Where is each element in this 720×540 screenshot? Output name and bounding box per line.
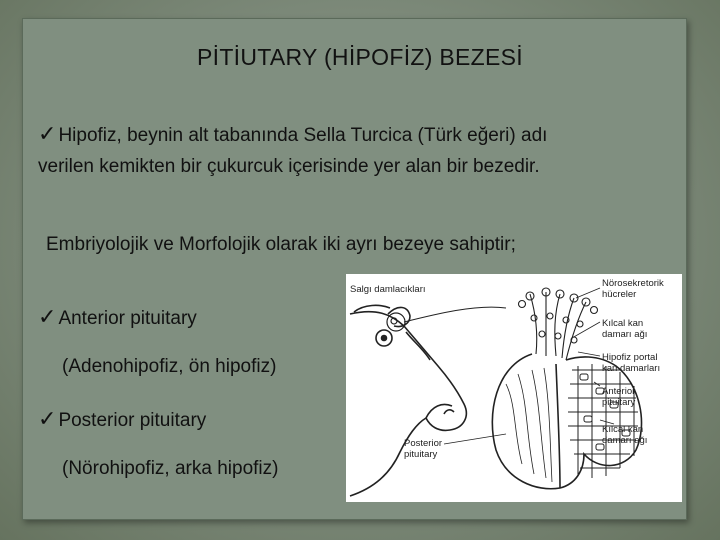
brain-marker [387,313,405,331]
bullet-anterior [38,304,197,330]
posterior-texture [506,368,552,482]
label-capillary-2-line1: Kılcal kan [602,424,644,435]
subheading: Embriyolojik ve Morfolojik olarak iki ayrı bezeye sahiptir; [46,234,516,255]
label-secretory-droplets: Salgı damlacıkları [350,284,426,295]
bullet-posterior-detail: (Nörohipofiz, arka hipofiz) [62,458,279,479]
label-neurosecretory-line1: Nörosekretorik [602,278,664,289]
slide-title: PİTİUTARY (HİPOFİZ) BEZESİ [196,44,523,70]
neuron-stalk [519,288,598,360]
bullet-anterior-detail: (Adenohipofiz, ön hipofiz) [62,356,277,377]
intro-line-1: Hipofiz, beynin alt tabanında Sella Turcica (Türk eğeri) adı [58,125,548,146]
bullet-posterior-label: Posterior pituitary [58,410,207,431]
label-portal-line2: kan damarları [602,363,661,374]
label-neurosecretory-line2: hücreler [602,289,637,300]
pituitary-diagram [346,274,682,502]
label-capillary-1 [602,318,647,340]
label-posterior-line1: Posterior [404,438,443,449]
bullet-posterior [38,406,206,432]
label-posterior-line2: pituitary [404,449,438,460]
label-portal-line1: Hipofiz portal [602,352,658,363]
label-posterior [404,438,442,460]
checkmark-icon: ✓ [38,121,57,146]
bullet-anterior-label: Anterior pituitary [58,308,197,329]
label-capillary-2 [602,424,647,446]
checkmark-icon: ✓ [38,304,57,329]
connector-line [404,307,506,322]
cow-head-outline [350,305,466,496]
label-anterior-line1: Anterior [602,386,636,397]
label-capillary-2-line2: damarı ağı [602,435,648,446]
label-capillary-1-line2: damarı ağı [602,329,648,340]
intro-line-2: verilen kemikten bir çukurcuk içerisinde yer alan bir bezedir. [38,156,540,177]
label-anterior [602,386,635,408]
label-anterior-line2: pituitary [602,397,636,408]
label-capillary-1-line1: Kılcal kan [602,318,644,329]
label-neurosecretory [602,278,664,300]
label-portal-vessels [602,352,660,374]
intro-paragraph [38,118,688,182]
leader-lines [444,288,614,444]
checkmark-icon: ✓ [38,406,57,431]
